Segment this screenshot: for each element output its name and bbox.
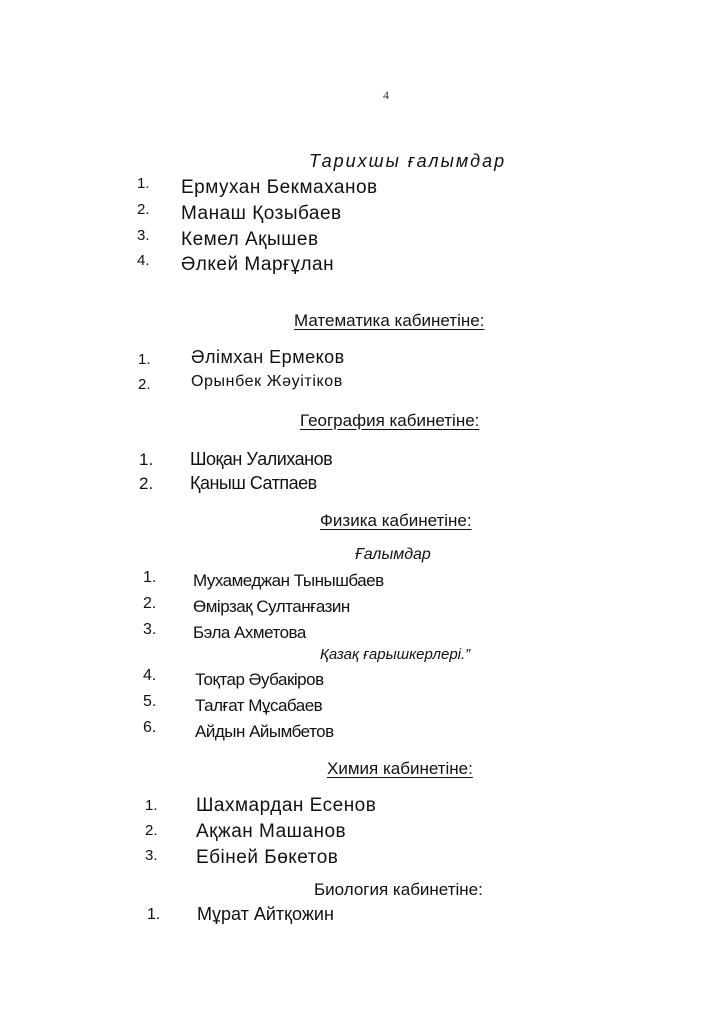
section-heading-chemistry: Химия кабинетіне: — [327, 759, 473, 778]
list-number: 1. — [147, 906, 161, 923]
list-number: 3. — [143, 621, 157, 638]
list-number: 5. — [143, 693, 157, 710]
list-item: Ермухан Бекмаханов — [181, 177, 378, 198]
section-heading-geography: География кабинетіне: — [300, 411, 480, 430]
list-item: Орынбек Жәуітіков — [191, 373, 343, 390]
list-item: Өмірзақ Султанғазин — [193, 597, 350, 616]
list-item: Мұрат Айтқожин — [197, 904, 334, 924]
list-number: 1. — [139, 450, 154, 469]
list-number: 4. — [143, 667, 157, 684]
list-item: Шахмардан Есенов — [196, 795, 377, 816]
list-item: Кемел Ақышев — [181, 229, 319, 250]
list-item: Манаш Қозыбаев — [181, 203, 342, 224]
list-number: 6. — [143, 719, 157, 736]
list-number: 1. — [143, 569, 157, 586]
page-number: 4 — [383, 88, 389, 102]
list-item: Ақжан Машанов — [196, 821, 347, 842]
list-number: 2. — [139, 474, 154, 493]
list-number: 1. — [138, 351, 151, 368]
subheading-scientists: Ғалымдар — [355, 546, 431, 563]
list-item: Қаныш Сатпаев — [190, 473, 317, 493]
list-item: Әлкей Марғұлан — [181, 254, 335, 275]
list-number: 3. — [137, 227, 150, 244]
list-item: Әлімхан Ермеков — [191, 347, 345, 367]
list-number: 2. — [145, 822, 158, 839]
section-heading-historians: Тарихшы ғалымдар — [309, 151, 507, 171]
section-heading-physics: Физика кабинетіне: — [320, 511, 472, 530]
list-item: Бэла Ахметова — [193, 623, 306, 642]
list-item: Мухамеджан Тынышбаев — [193, 571, 384, 590]
section-heading-biology: Биология кабинетіне: — [314, 880, 483, 899]
subheading-cosmonauts: Қазақ ғарышкерлері.” — [320, 646, 471, 663]
list-item: Тоқтар Әубакіров — [195, 670, 324, 689]
list-number: 3. — [145, 847, 158, 864]
list-number: 4. — [137, 252, 150, 269]
list-number: 1. — [137, 175, 150, 192]
list-number: 1. — [145, 797, 158, 814]
list-number: 2. — [137, 201, 150, 218]
list-number: 2. — [138, 376, 151, 393]
list-item: Талғат Мұсабаев — [195, 696, 323, 715]
list-item: Шоқан Уалиханов — [190, 449, 333, 469]
list-item: Айдын Айымбетов — [195, 722, 334, 741]
list-number: 2. — [143, 595, 157, 612]
section-heading-mathematics: Математика кабинетіне: — [294, 311, 485, 330]
list-item: Ебіней Бөкетов — [196, 847, 339, 868]
